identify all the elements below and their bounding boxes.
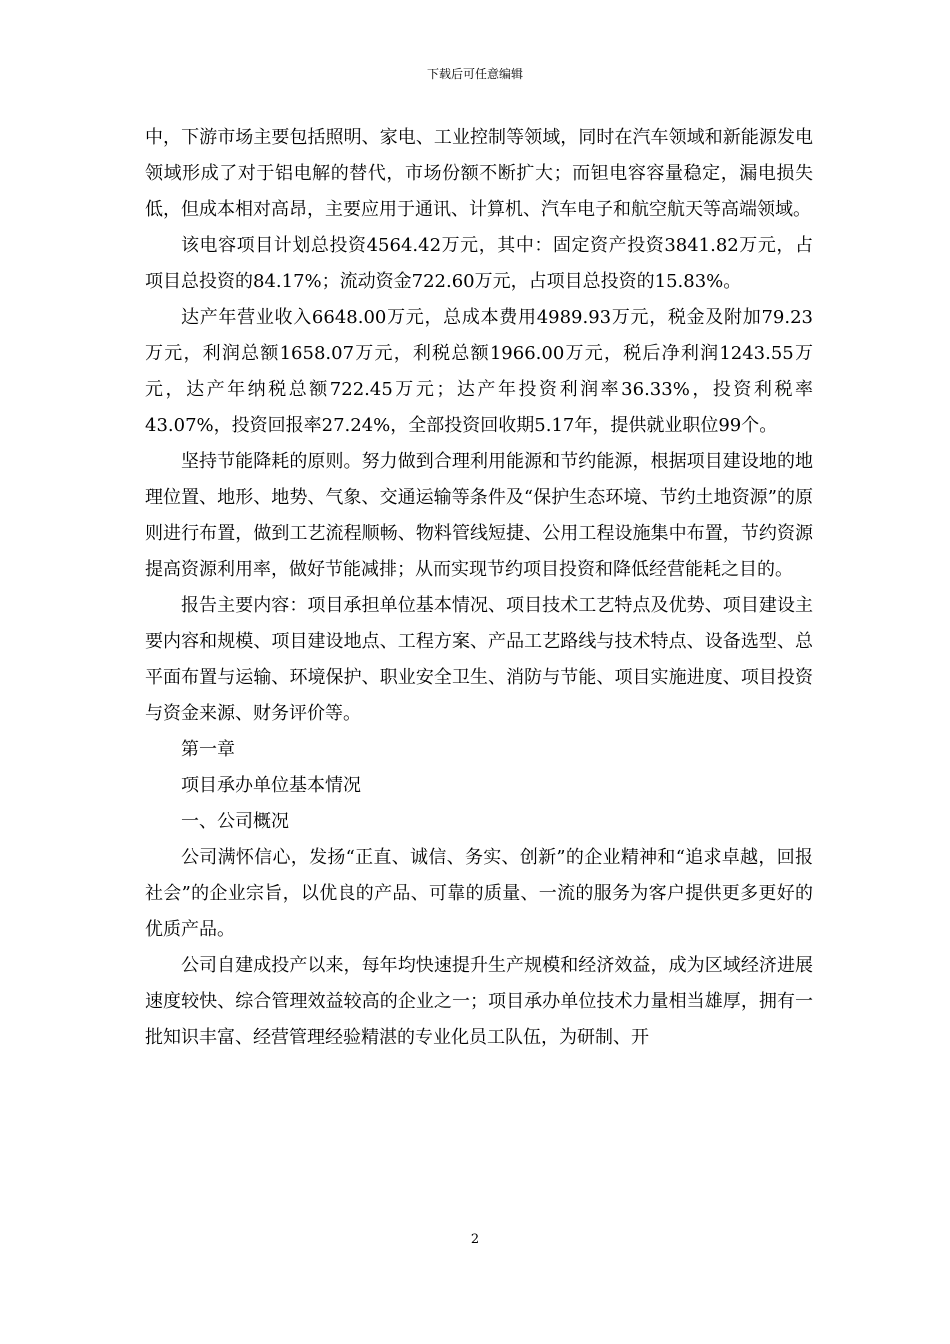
paragraph-report-contents: 报告主要内容：项目承担单位基本情况、项目技术工艺特点及优势、项目建设主要内容和规模、项目建设地点、工程方案、产品工艺路线与技术特点、设备选型、总平面布置与运输、环境保护、职业安全卫生、消防与节能、项目实施进度、项目投资与资金来源、财务评价等。 [145,595,813,724]
section-heading: 一、公司概况 [181,811,289,832]
paragraph-market: 中，下游市场主要包括照明、家电、工业控制等领域，同时在汽车领域和新能源发电领域形成了对于铝电解的替代，市场份额不断扩大；而钽电容容量稳定，漏电损失低，但成本相对高昂，主要应用于通讯、计算机、汽车电子和航空航天等高端领域。 [145,127,813,220]
page-number: 2 [470,1232,480,1247]
chapter-heading: 第一章 [181,739,235,760]
chapter-title: 项目承办单位基本情况 [181,775,361,796]
page-header: 下载后可任意编辑 [426,67,523,81]
paragraph-company-growth: 公司自建成投产以来，每年均快速提升生产规模和经济效益，成为区域经济进展速度较快、综合管理效益较高的企业之一；项目承办单位技术力量相当雄厚，拥有一批知识丰富、经营管理经验精湛的专业化员工队伍，为研制、开 [145,955,813,1048]
paragraph-company-spirit: 公司满怀信心，发扬“正直、诚信、务实、创新”的企业精神和“追求卓越，回报社会”的企业宗旨，以优良的产品、可靠的质量、一流的服务为客户提供更多更好的优质产品。 [145,847,813,940]
document-body [145,120,813,1056]
paragraph-investment: 该电容项目计划总投资4564.42万元，其中：固定资产投资3841.82万元，占项目总投资的84.17%；流动资金722.60万元，占项目总投资的15.83%。 [145,235,813,292]
paragraph-energy-saving: 坚持节能降耗的原则。努力做到合理利用能源和节约能源，根据项目建设地的地理位置、地形、地势、气象、交通运输等条件及“保护生态环境、节约土地资源”的原则进行布置，做到工艺流程顺畅、物料管线短捷、公用工程设施集中布置，节约资源提高资源利用率，做好节能减排；从而实现节约项目投资和降低经营能耗之目的。 [145,451,813,580]
paragraph-revenue: 达产年营业收入6648.00万元，总成本费用4989.93万元，税金及附加79.23万元，利润总额1658.07万元，利税总额1966.00万元，税后净利润1243.55万元，达产年纳税总额722.45万元；达产年投资利润率36.33%，投资利税率43.07%，投资回报率27.24%，全部投资回收期5.17年，提供就业职位99个。 [145,307,813,436]
